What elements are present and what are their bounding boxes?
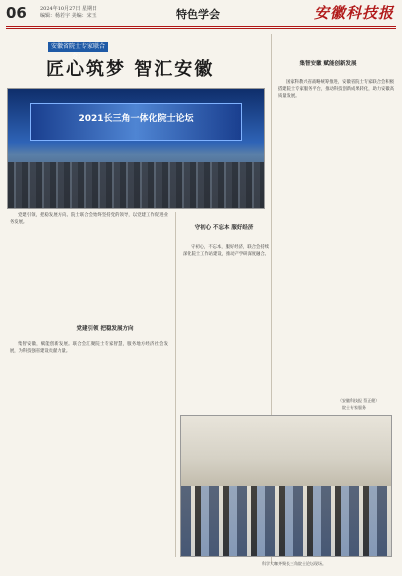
audience-silhouettes [8,162,264,208]
byline: （安徽科技报 蔡正健） [338,398,380,403]
body-paragraph-3: 集智安徽，赋能创新发展。联合会汇聚院士专家智慧，服务地方经济社会发展，为科技强省建设贡献力量。 [10,342,168,354]
bottom-photo [180,415,392,557]
body-paragraph-1: 国家科教兴省战略统筹推进，安徽省院士专家联合会积极搭建院士专家服务平台，推动科技创新成果转化，助力安徽高质量发展。 [278,80,395,99]
subhead-3: 守初心 不忘本 服好经济 [194,225,254,231]
forum-banner [30,103,242,141]
article-headline: 匠心筑梦 智汇安徽 [46,59,215,80]
forum-banner-text: 2021长三角一体化院士论坛 [78,114,194,124]
date-line-2: 编辑：杨若宇 美编：宋玉 [40,13,97,19]
newspaper-name: 安徽科技报 [313,4,394,22]
body-paragraph-2: 党建引领，把稳发展方向。院士联合会始终坚持党的领导，以党建工作促进业务发展。 [10,213,168,225]
photo-caption: 院士专家服务 [342,405,366,410]
subhead-1: 集智安徽 赋能创新发展 [299,61,357,67]
subhead-2: 党建引领 把稳发展方向 [76,326,134,332]
forum-photo [7,88,265,209]
column-divider [175,212,176,557]
article-kicker: 安徽省院士专家联合会： [48,42,108,52]
masthead [0,0,402,26]
section-title: 特色学会 [176,8,220,21]
group-of-people [181,486,391,556]
top-rule-thin [6,28,396,29]
date-line [40,6,97,20]
page-number: 06 [6,4,27,22]
date-line-1: 2024年10月27日 星期日 [40,6,98,12]
bottom-photo-caption: 科学大咖齐聚长三角院士论坛现场。 [262,561,326,566]
top-rule [6,26,396,27]
body-paragraph-4: 守初心，不忘本，服好经济，联合会持续深化院士工作站建设，推动产学研深度融合。 [183,245,269,257]
